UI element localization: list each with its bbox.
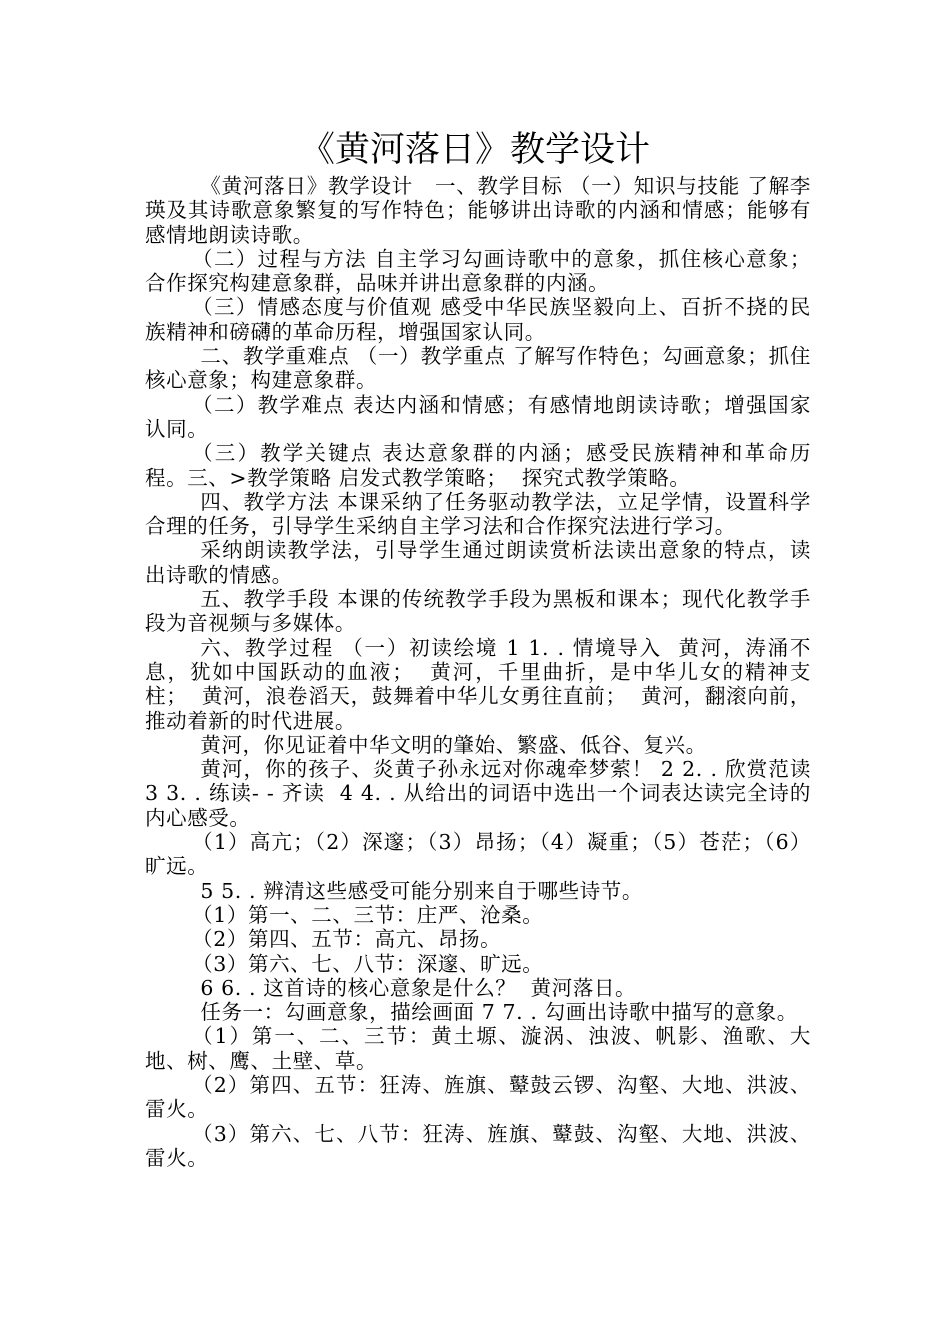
paragraph: （三）情感态度与价值观 感受中华民族坚毅向上、百折不挠的民族精神和磅礴的革命历程，增强国家认同。: [145, 295, 811, 344]
paragraph: （3）第六、七、八节：狂涛、旌旗、鼙鼓、沟壑、大地、洪波、雷火。: [145, 1121, 811, 1170]
paragraph: 六、教学过程 （一）初读绘境 1 1. . 情境导入 黄河，涛涌不息，犹如中国跃动的血液； 黄河，千里曲折，是中华儿女的精神支柱； 黄河，浪卷滔天，鼓舞着中华儿女勇往直前； 黄河，翻滚向前，推动着新的时代进展。: [145, 635, 811, 733]
paragraph: 6 6. . 这首诗的核心意象是什么？ 黄河落日。: [200, 975, 637, 1000]
paragraph: 黄河，你的孩子、炎黄子孙永远对你魂牵梦萦！ 2 2. . 欣赏范读 3 3. . 练读- - 齐读 4 4. . 从给出的词语中选出一个词表达读完全诗的内心感受。: [145, 757, 826, 830]
paragraph: 5 5. . 辨清这些感受可能分别来自于哪些诗节。: [200, 878, 644, 903]
paragraph: （2）第四、五节：狂涛、旌旗、鼙鼓云锣、沟壑、大地、洪波、雷火。: [145, 1072, 811, 1122]
paragraph: （二）过程与方法 自主学习勾画诗歌中的意象，抓住核心意象；合作探究构建意象群，品味并讲出意象群的内涵。: [145, 246, 811, 296]
paragraph: 五、教学手段 本课的传统教学手段为黑板和课本；现代化教学手段为音视频与多媒体。: [145, 587, 811, 636]
paragraph: （1）第一、二、三节：黄土塬、漩涡、浊波、帆影、渔歌、大地、树、鹰、土壁、草。: [145, 1024, 811, 1073]
paragraph: （1）第一、二、三节：庄严、沧桑。: [192, 902, 544, 927]
paragraph: 四、教学方法 本课采纳了任务驱动教学法，立足学情，设置科学合理的任务，引导学生采纳自主学习法和合作探究法进行学习。: [145, 489, 811, 539]
paragraph: （1）高亢；（2）深邃；（3）昂扬；（4）凝重；（5）苍茫；（6）旷远。: [145, 830, 811, 879]
paragraph: 《黄河落日》教学设计 一、教学目标 （一）知识与技能 了解李瑛及其诗歌意象繁复的写作特色；能够讲出诗歌的内涵和情感；能够有感情地朗读诗歌。: [145, 174, 811, 247]
paragraph: 任务一：勾画意象，描绘画面 7 7. . 勾画出诗歌中描写的意象。: [200, 1000, 798, 1025]
page-title: 《黄河落日》教学设计: [299, 130, 650, 170]
paragraph: （2）第四、五节：高亢、昂扬。: [192, 927, 502, 952]
paragraph: （三）教学关键点 表达意象群的内涵；感受民族精神和革命历程。三、>教学策略 启发式教学策略； 探究式教学策略。: [145, 441, 811, 490]
paragraph: （3）第六、七、八节：深邃、旷远。: [192, 951, 544, 976]
paragraph: 黄河，你见证着中华文明的肇始、繁盛、低谷、复兴。: [200, 732, 707, 757]
paragraph: 二、教学重难点 （一）教学重点 了解写作特色；勾画意象；抓住核心意象；构建意象群。: [145, 344, 811, 393]
paragraph: 采纳朗读教学法，引导学生通过朗读赏析法读出意象的特点，读出诗歌的情感。: [145, 538, 811, 587]
document-body: [145, 174, 826, 1170]
paragraph: （二）教学难点 表达内涵和情感；有感情地朗读诗歌；增强国家认同。: [145, 392, 811, 441]
